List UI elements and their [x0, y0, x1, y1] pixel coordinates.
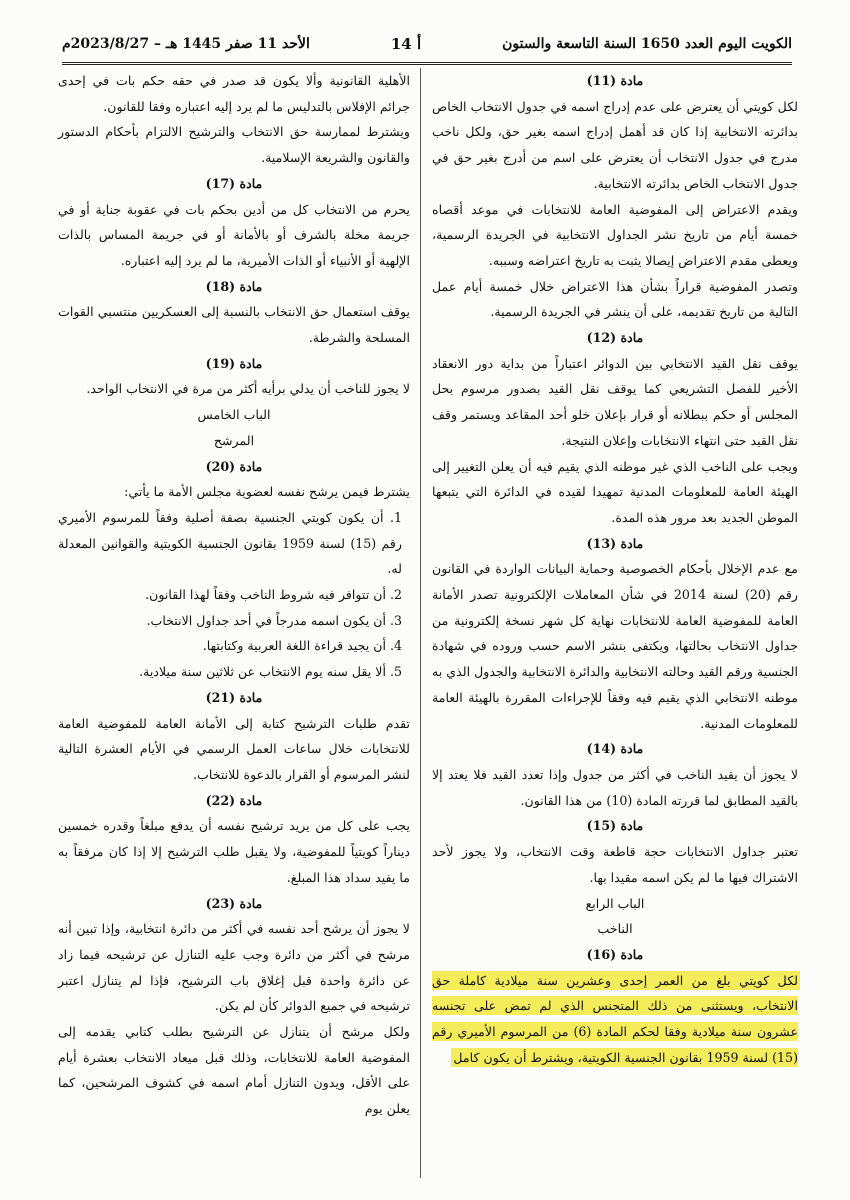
paragraph: ويجب على الناخب الذي غير موطنه الذي يقيم فيه أن يعلن التغيير إلى الهيئة العامة للمعلومات المدنية تمهيدا لقيده في الدائرة التي يتبعها الموطن الجديد بعد مرور هذه المدة. — [432, 458, 798, 525]
book-title: الناخب — [597, 921, 633, 937]
highlighted-text: لكل كويتي بلغ من العمر إحدى وعشرين سنة ميلادية كاملة حق الانتخاب، ويستثنى من ذلك المتجنس الذي لم تمض على تجنسه عشرون سنة ميلادية وفقا لحكم المادة (6) من المرسوم الأميري رقم (15) لسنة 1959 بقانون الجنسية الكويتية، ويشترط أن يكون كامل — [432, 972, 798, 1065]
list-item: 2. أن تتوافر فيه شروط الناخب وفقاً لهذا القانون. — [145, 587, 402, 603]
paragraph: يوقف استعمال حق الانتخاب بالنسبة إلى العسكريين منتسبي القوات المسلحة والشرطة. — [58, 304, 410, 346]
paragraph: يحرم من الانتخاب كل من أدين بحكم بات في عقوبة جناية أو في جريمة مخلة بالشرف أو بالأمانة أو في جريمة المساس بالذات الإلهية أو الأنبياء أو الذات الأميرية، ما لم يرد إليه اعتباره. — [58, 201, 410, 268]
article-heading: مادة (16) — [586, 946, 644, 962]
list-item: 4. أن يجيد قراءة اللغة العربية وكتابتها. — [202, 638, 402, 654]
paragraph: لا يجوز أن يرشح أحد نفسه في أكثر من دائرة انتخابية، وإذا تبين أنه مرشح في أكثر من دائرة وجب عليه التنازل عن ترشيحه فيما زاد عن دائرة واحدة قبل إغلاق باب الترشيح، فإذا لم يتنازل اعتبر ترشيحه في جميع الدوائر كأن لم يكن. — [58, 921, 410, 1014]
book-heading: الباب الرابع — [585, 895, 645, 911]
issue-info: الكويت اليوم العدد 1650 السنة التاسعة والستون — [502, 36, 792, 52]
article-heading: مادة (21) — [205, 689, 263, 705]
page-header — [62, 26, 792, 65]
article-heading: مادة (22) — [205, 792, 263, 808]
page-number: أ 14 — [390, 35, 422, 53]
article-heading: مادة (19) — [205, 355, 263, 371]
article-heading: مادة (20) — [205, 458, 263, 474]
article-heading: مادة (13) — [586, 535, 644, 551]
list-item: 3. أن يكون اسمه مدرجاً في أحد جداول الانتخاب. — [146, 612, 402, 628]
column-divider — [420, 68, 421, 1178]
paragraph: يوقف نقل القيد الانتخابي بين الدوائر اعتباراً من بداية دور الانعقاد الأخير للفصل التشريعي كما يوقف نقل القيد بصدور مرسوم بحل المجلس أو حكم ببطلانه أو قرار بإعلان خلو أحد المقاعد ويستمر وقف نقل القيد حتى انتهاء الانتخابات وإعلان النتيجة. — [432, 355, 798, 448]
article-heading: مادة (18) — [205, 278, 263, 294]
article-heading: مادة (17) — [205, 175, 263, 191]
paragraph: لكل كويتي أن يعترض على عدم إدراج اسمه في جدول الانتخاب الخاص بدائرته الانتخابية إذا كان قد أهمل إدراج اسمه بغير حق، ولكل ناخب مدرج في جدول الانتخاب أن يعترض على اسم من أدرج بغير حق في جدول الانتخاب الخاص بدائرته الانتخابية. — [432, 98, 798, 191]
article-heading: مادة (11) — [586, 73, 644, 88]
paragraph: ويشترط لممارسة حق الانتخاب والترشيح الالتزام بأحكام الدستور والقانون والشريعة الإسلامية. — [58, 124, 410, 166]
article-heading: مادة (23) — [205, 895, 263, 911]
paragraph: يشترط فيمن يرشح نفسه لعضوية مجلس الأمة ما يأتي: — [124, 484, 410, 500]
paragraph: تعتبر جداول الانتخابات حجة قاطعة وقت الانتخاب، ولا يجوز لأحد الاشتراك فيها ما لم يكن اسمه مقيدا بها. — [432, 844, 798, 885]
article-heading: مادة (15) — [586, 818, 644, 834]
book-title: المرشح — [213, 432, 255, 448]
issue-date: الأحد 11 صفر 1445 هـ – 2023/8/27م — [62, 36, 310, 52]
paragraph: لا يجوز أن يقيد الناخب في أكثر من جدول وإذا تعدد القيد فلا يعتد إلا بالقيد المطابق لما قررته المادة (10) من هذا القانون. — [432, 766, 798, 808]
paragraph: وتصدر المفوضية قراراً بشأن هذا الاعتراض خلال خمسة أيام عمل التالية من تاريخ تقديمه، على أن ينشر في الجريدة الرسمية. — [432, 278, 798, 320]
paragraph: لا يجوز للناخب أن يدلي برأيه أكثر من مرة في الانتخاب الواحد. — [86, 381, 410, 397]
paragraph: ويقدم الاعتراض إلى المفوضية العامة للانتخابات في موعد أقصاه خمسة أيام من تاريخ نشر الجداول الانتخابية في الجريدة الرسمية، ويعطى مقدم الاعتراض إيصالا يثبت به تاريخ اعتراضه وسببه. — [432, 201, 798, 268]
paragraph: الأهلية القانونية وألا يكون قد صدر في حقه حكم بات في إحدى جرائم الإفلاس بالتدليس ما لم يرد إليه اعتباره وفقا للقانون. — [58, 73, 410, 114]
paragraph: تقدم طلبات الترشيح كتابة إلى الأمانة العامة للمفوضية العامة للانتخابات خلال ساعات العمل الرسمي في الأيام العشرة التالية لنشر المرسوم أو القرار بالدعوة للانتخاب. — [58, 715, 410, 782]
right-column — [432, 68, 798, 1070]
paragraph: ولكل مرشح أن يتنازل عن الترشيح بطلب كتابي يقدمه إلى المفوضية العامة للانتخابات، وذلك قبل ميعاد الانتخاب بعشرة أيام على الأقل، ويدون التنازل أمام اسمه في كشوف المرشحين، كما يعلن يوم — [58, 1024, 410, 1117]
paragraph: يجب على كل من يريد ترشيح نفسه أن يدفع مبلغاً وقدره خمسين ديناراً كويتياً للمفوضية، ولا يقبل طلب الترشيح إلا إذا كان مرفقاً به ما يفيد سداد هذا المبلغ. — [58, 818, 410, 885]
article-heading: مادة (12) — [586, 330, 644, 346]
list-item: 5. ألا يقل سنه يوم الانتخاب عن ثلاثين سنة ميلادية. — [139, 664, 402, 680]
paragraph: مع عدم الإخلال بأحكام الخصوصية وحماية البيانات الواردة في القانون رقم (20) لسنة 2014 في شأن المعاملات الإلكترونية تصدر الأمانة العامة للمفوضية العامة للانتخابات نهاية كل شهر نسخة إلكترونية من جداول الانتخاب بحالتها، ويكتفى بنشر الاسم حسب وروده في شهادة الجنسية ورقم القيد وحالته الانتخابية والدائرة الانتخابية والجدول الذي به موطنه الانتخابي الذي يقيم فيه وفقاً للإجراءات المقررة بالهيئة العامة للمعلومات المدنية. — [432, 561, 798, 731]
list-item: 1. أن يكون كويتي الجنسية بصفة أصلية وفقاً للمرسوم الأميري رقم (15) لسنة 1959 بقانون الجنسية الكويتية والقوانين المعدلة له. — [58, 509, 402, 577]
book-heading: الباب الخامس — [197, 407, 271, 423]
article-heading: مادة (14) — [586, 741, 644, 757]
paragraph-highlighted — [432, 968, 798, 1071]
left-column — [58, 68, 410, 1122]
